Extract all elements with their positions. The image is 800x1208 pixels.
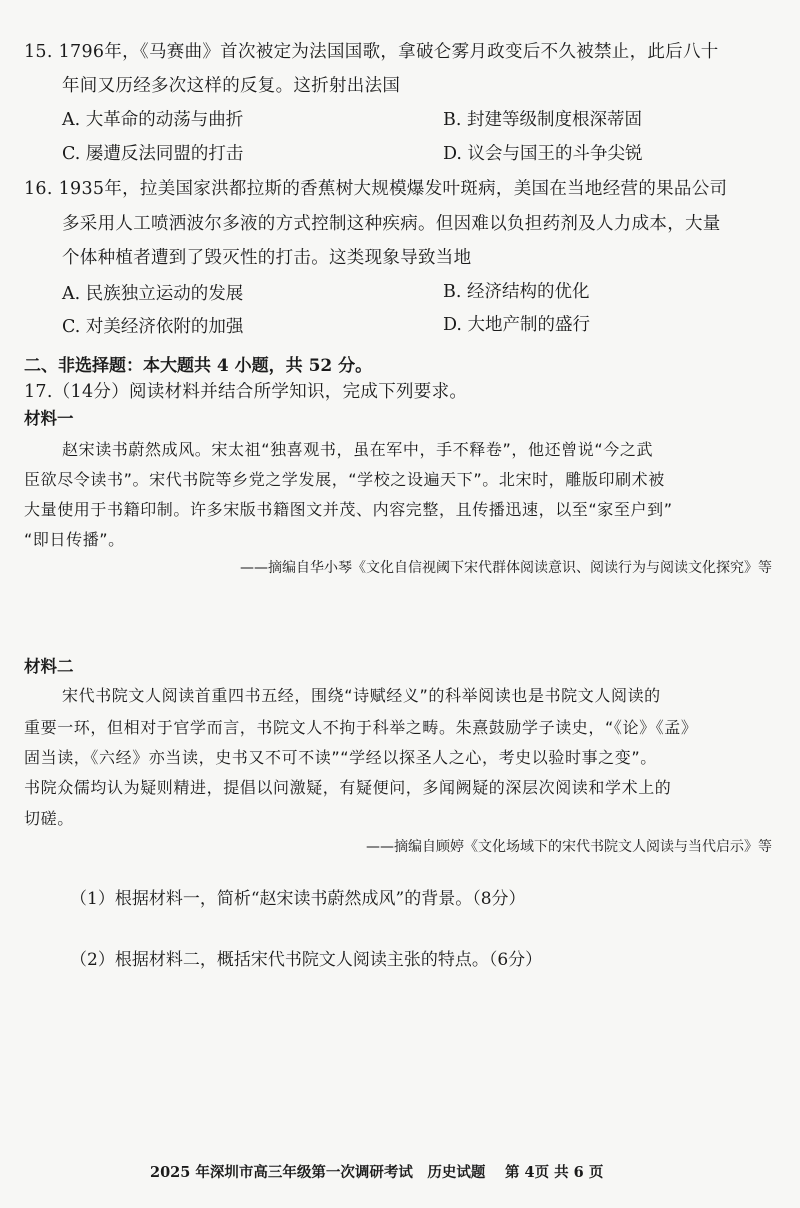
material-1-line: 赵宋读书蔚然成风。宋太祖“独喜观书，虽在军中，手不释卷”，他还曾说“今之武 [62, 440, 654, 459]
material-2-line: 固当读，《六经》亦当读，史书又不可不读”“学经以探圣人之心，考史以验时事之变”。 [24, 748, 657, 767]
q16-line-3: 个体种植者遭到了毁灭性的打击。这类现象导致当地 [62, 248, 472, 268]
material-2-line: 重要一环，但相对于官学而言，书院文人不拘于科举之畴。朱熹鼓励学子读史，“《论》《孟》 [24, 718, 698, 737]
q16-option-c: C. 对美经济依附的加强 [62, 317, 244, 337]
material-2-source: ——摘编自顾婷《文化场域下的宋代书院文人阅读与当代启示》等 [366, 839, 772, 855]
q16-option-d: D. 大地产制的盛行 [443, 315, 591, 335]
material-1-line: 大量使用于书籍印制。许多宋版书籍图文并茂、内容完整，且传播迅速，以至“家至户到” [24, 500, 673, 519]
q16-option-a: A. 民族独立运动的发展 [62, 284, 244, 304]
q16-option-b: B. 经济结构的优化 [443, 282, 590, 302]
q17-intro: 17.（14分）阅读材料并结合所学知识，完成下列要求。 [24, 382, 468, 402]
material-2-line: 切磋。 [24, 809, 74, 828]
q16-line-1: 16. 1935年，拉美国家洪都拉斯的香蕉树大规模爆发叶斑病，美国在当地经营的果品公司 [24, 179, 728, 199]
q15-option-d: D. 议会与国王的斗争尖锐 [443, 144, 643, 164]
section-2-heading: 二、非选择题：本大题共 4 小题，共 52 分。 [24, 356, 373, 376]
material-1-title: 材料一 [24, 409, 74, 428]
page-footer: 2025 年深圳市高三年级第一次调研考试 历史试题 第 4页 共 6 页 [150, 1164, 604, 1181]
q16-line-2: 多采用人工喷洒波尔多液的方式控制这种疾病。但因难以负担药剂及人力成本，大量 [62, 214, 721, 234]
material-1-line: 臣欲尽令读书”。宋代书院等乡党之学发展，“学校之设遍天下”。北宋时，雕版印刷术被 [24, 470, 665, 489]
material-2-title: 材料二 [24, 657, 74, 676]
q17-subquestion-1: （1）根据材料一，简析“赵宋读书蔚然成风”的背景。（8分） [70, 889, 526, 909]
q15-option-b: B. 封建等级制度根深蒂固 [443, 110, 642, 130]
material-2-line: 宋代书院文人阅读首重四书五经，围绕“诗赋经义”的科举阅读也是书院文人阅读的 [62, 686, 661, 705]
q15-line-1: 15. 1796年，《马赛曲》首次被定为法国国歌，拿破仑雾月政变后不久被禁止，此后八十 [24, 42, 719, 62]
q15-option-c: C. 屡遭反法同盟的打击 [62, 144, 244, 164]
material-1-source: ——摘编自华小琴《文化自信视阈下宋代群体阅读意识、阅读行为与阅读文化探究》等 [240, 560, 772, 576]
q15-line-2: 年间又历经多次这样的反复。这折射出法国 [62, 76, 401, 96]
material-1-line: “即日传播”。 [24, 530, 125, 549]
q15-option-a: A. 大革命的动荡与曲折 [62, 110, 244, 130]
q17-subquestion-2: （2）根据材料二，概括宋代书院文人阅读主张的特点。（6分） [70, 950, 543, 970]
material-2-line: 书院众儒均认为疑则精进，提倡以问激疑，有疑便问，多闻阙疑的深层次阅读和学术上的 [24, 778, 672, 797]
